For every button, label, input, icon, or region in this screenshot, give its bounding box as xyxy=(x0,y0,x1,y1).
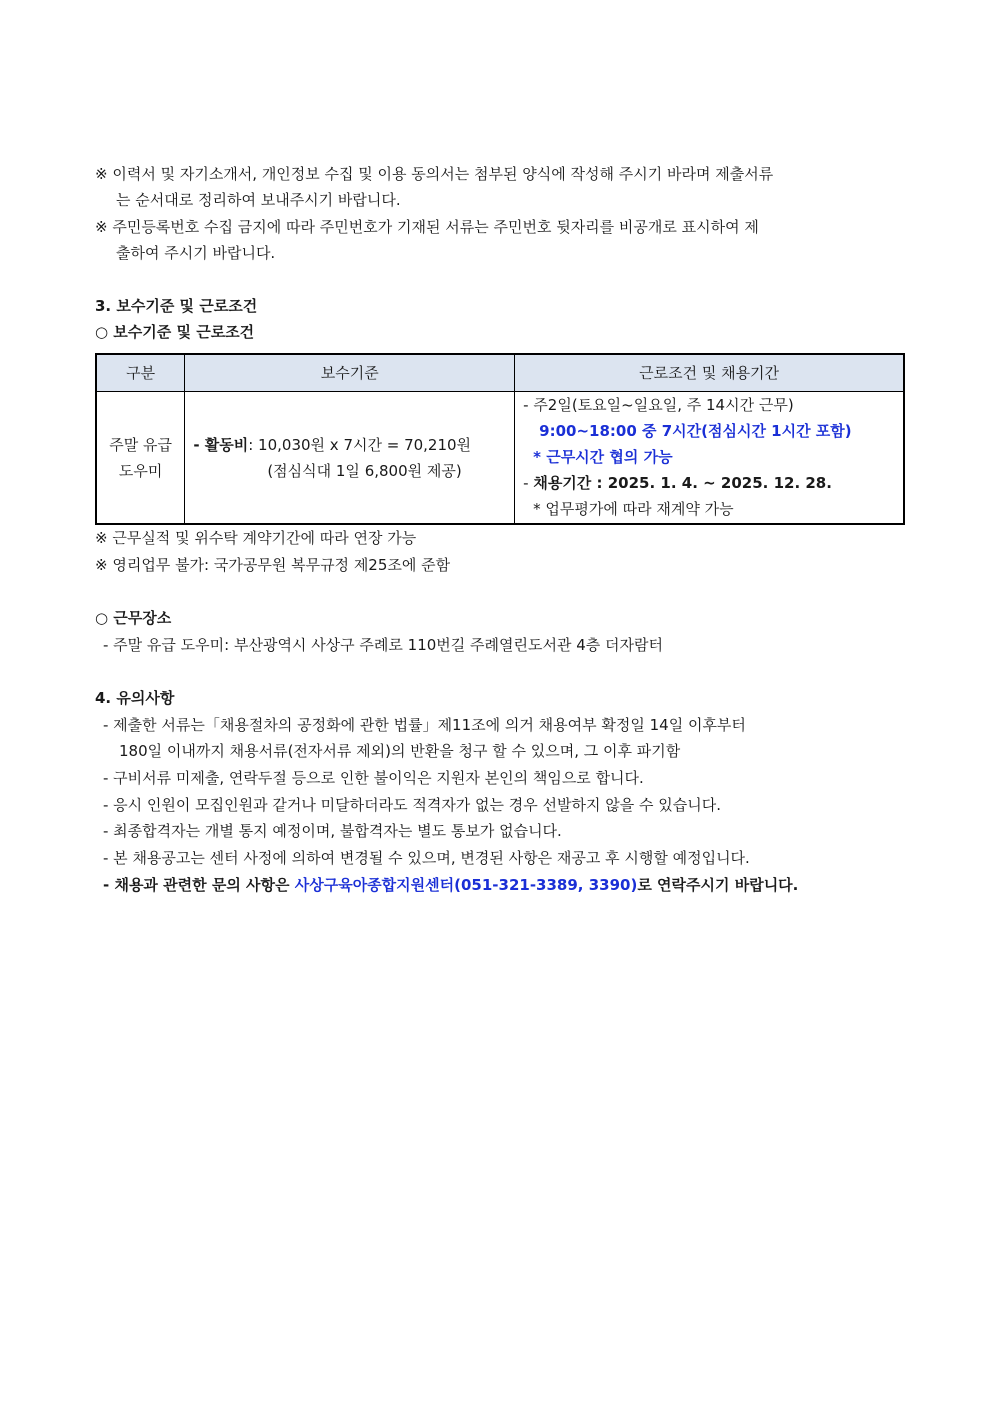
notice-item-1-line2: 180일 이내까지 채용서류(전자서류 제외)의 반환을 청구 할 수 있으며, 그 이후 파기함 xyxy=(119,742,681,760)
header-pay: 보수기준 xyxy=(185,354,515,392)
conditions-cell xyxy=(515,392,904,525)
workplace-text: - 주말 유급 도우미: 부산광역시 사상구 주례로 110번길 주례열린도서관 4층 더자람터 xyxy=(103,636,664,654)
cond-hours-main: 9:00~18:00 중 7시간 xyxy=(539,422,702,440)
cond-negotiable: * 근무시간 협의 가능 xyxy=(533,448,673,466)
cond-hours-lunch: (점심시간 1시간 포함) xyxy=(701,422,852,440)
cond-period-dash: - xyxy=(523,474,534,492)
section3-title: 3. 보수기준 및 근로조건 xyxy=(95,297,258,315)
pay-note: (점심식대 1일 6,800원 제공) xyxy=(267,461,462,480)
cond-days: - 주2일(토요일~일요일, 주 14시간 근무) xyxy=(523,396,794,414)
pay-cell xyxy=(185,392,515,525)
header-conditions: 근로조건 및 채용기간 xyxy=(515,354,904,392)
note-id-number-line2: 출하여 주시기 바랍니다. xyxy=(116,244,276,262)
pay-value: : 10,030원 x 7시간 = 70,210원 xyxy=(248,435,472,454)
table-header-row xyxy=(96,354,904,392)
note-resume-line1: ※ 이력서 및 자기소개서, 개인정보 수집 및 이용 동의서는 첨부된 양식에 작성해 주시기 바라며 제출서류 xyxy=(95,165,774,183)
cond-renewal: * 업무평가에 따라 재계약 가능 xyxy=(533,500,734,518)
contact-prefix: - 채용과 관련한 문의 사항은 xyxy=(103,876,295,894)
pay-conditions-table xyxy=(95,353,905,525)
notice-item-3: - 응시 인원이 모집인원과 같거나 미달하더라도 적격자가 없는 경우 선발하지 않을 수 있습니다. xyxy=(103,796,722,814)
notice-item-5: - 본 채용공고는 센터 사정에 의하여 변경될 수 있으며, 변경된 사항은 재공고 후 시행할 예정입니다. xyxy=(103,849,750,867)
workplace-title: ○ 근무장소 xyxy=(95,609,172,627)
section4-title: 4. 유의사항 xyxy=(95,689,175,707)
header-category: 구분 xyxy=(96,354,185,392)
contact-center: 사상구육아종합지원센터(051-321-3389, 3390) xyxy=(294,876,638,894)
table-row xyxy=(96,392,904,525)
contact-suffix: 로 연락주시기 바랍니다. xyxy=(637,876,799,894)
cond-period xyxy=(523,470,902,496)
category-line1: 주말 유급 xyxy=(109,435,173,454)
notice-item-1-line1: - 제출한 서류는「채용절차의 공정화에 관한 법률」제11조에 의거 채용여부 확정일 14일 이후부터 xyxy=(103,716,746,734)
note-id-number-line1: ※ 주민등록번호 수집 금지에 따라 주민번호가 기재된 서류는 주민번호 뒷자리를 비공개로 표시하여 제 xyxy=(95,218,759,236)
pay-label: - 활동비 xyxy=(193,435,249,454)
section3-subtitle: ○ 보수기준 및 근로조건 xyxy=(95,323,255,341)
notice-contact xyxy=(103,875,798,895)
cond-period-text: 채용기간 : 2025. 1. 4. ~ 2025. 12. 28. xyxy=(533,474,832,492)
category-cell xyxy=(96,392,185,525)
note-profit-work: ※ 영리업무 불가: 국가공무원 복무규정 제25조에 준함 xyxy=(95,556,451,574)
category-line2: 도우미 xyxy=(118,461,163,480)
notice-item-2: - 구비서류 미제출, 연락두절 등으로 인한 불이익은 지원자 본인의 책임으로 합니다. xyxy=(103,769,644,787)
notice-item-4: - 최종합격자는 개별 통지 예정이며, 불합격자는 별도 통보가 없습니다. xyxy=(103,822,562,840)
note-extension: ※ 근무실적 및 위수탁 계약기간에 따라 연장 가능 xyxy=(95,529,417,547)
note-resume-line2: 는 순서대로 정리하여 보내주시기 바랍니다. xyxy=(116,191,401,209)
cond-hours xyxy=(523,418,902,444)
